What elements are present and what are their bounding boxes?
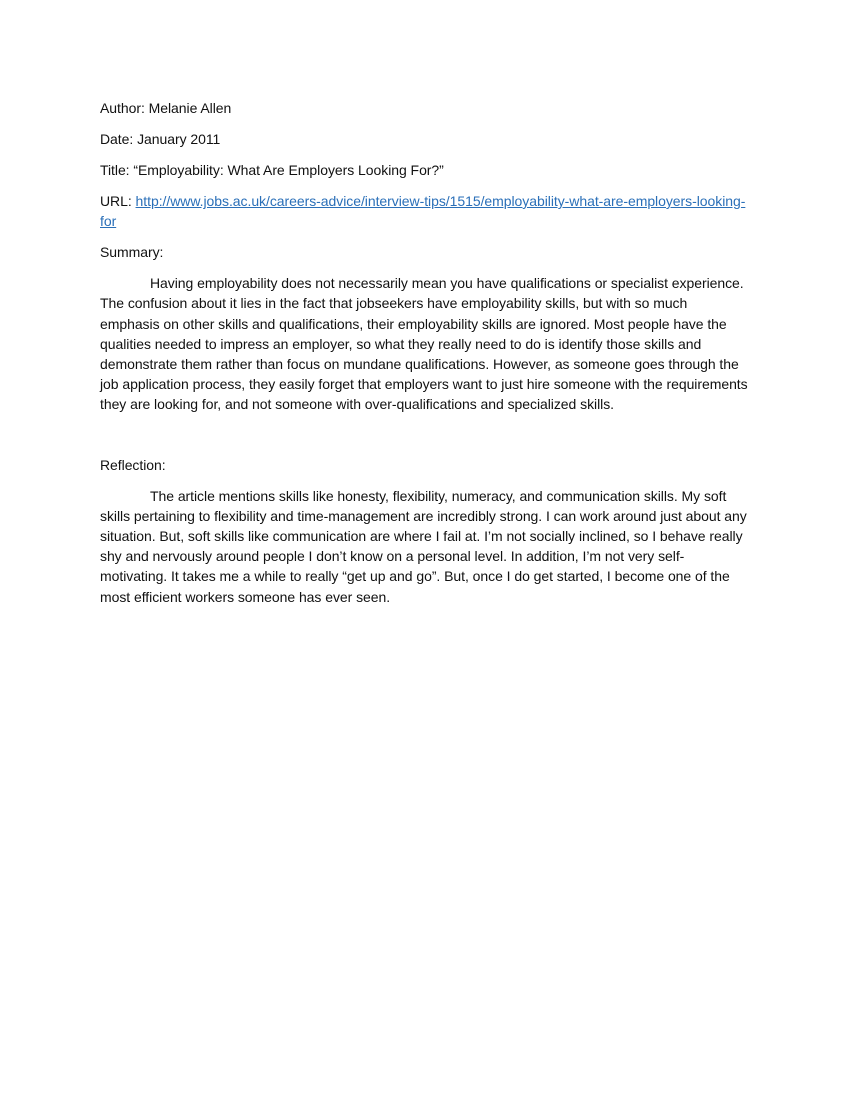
date-line xyxy=(100,129,750,149)
date-label: Date: xyxy=(100,131,134,147)
title-line xyxy=(100,160,750,180)
article-url-link[interactable]: http://www.jobs.ac.uk/careers-advice/interview-tips/1515/employability-what-are-employers-looking-for xyxy=(100,193,746,230)
author-line xyxy=(100,98,750,118)
reflection-paragraph: The article mentions skills like honesty, flexibility, numeracy, and communication skills. My soft skills pertaining to flexibility and time-management are incredibly strong. I can work around just about any situation. But, soft skills like communication are where I fail at. I’m not socially inclined, so I behave really shy and nervously around people I don’t know on a personal level. In addition, I’m not very self-motivating. It takes me a while to really “get up and go”. But, once I do get started, I become one of the most efficient workers someone has ever seen. xyxy=(100,487,747,605)
summary-paragraph: Having employability does not necessarily mean you have qualifications or specialist experience. The confusion about it lies in the fact that jobseekers have employability skills, but with so much emphasis on other skills and qualifications, their employability skills are ignored. Most people have the qualities needed to impress an employer, so what they really need to do is identify those skills and demonstrate them rather than focus on mundane qualifications. However, as someone goes through the job application process, they easily forget that employers want to just hire someone with the requirements they are looking for, and not someone with over-qualifications and specialized skills. xyxy=(100,275,748,413)
document-page xyxy=(100,98,750,607)
title-value: “Employability: What Are Employers Looking For?” xyxy=(133,162,444,178)
author-value: Melanie Allen xyxy=(148,100,232,116)
title-label: Title: xyxy=(100,162,130,178)
section-spacer xyxy=(100,415,750,455)
reflection-heading: Reflection: xyxy=(100,456,166,473)
date-value: January 2011 xyxy=(137,131,221,147)
summary-heading: Summary: xyxy=(100,244,164,261)
url-label: URL: xyxy=(100,193,132,209)
url-line xyxy=(100,191,750,231)
author-label: Author: xyxy=(100,100,145,116)
